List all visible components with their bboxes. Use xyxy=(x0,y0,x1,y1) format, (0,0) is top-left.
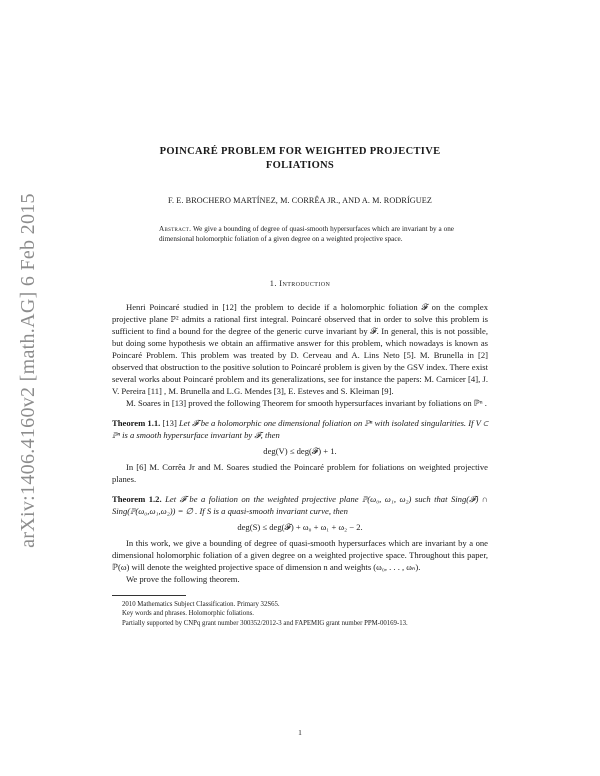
theorem-1-1-ref: [13] xyxy=(160,417,180,428)
paper-title xyxy=(112,145,488,173)
equation-1: deg(V) ≤ deg(𝓕) + 1. xyxy=(263,445,337,456)
theorem-1-2-body: Let 𝓕 be a foliation on the weighted projective plane ℙ(ω₀, ω₁, ω₂) such that Sing(𝓕) ∩ Sing(ℙ(ω₀,ω₁,ω₂)) = ∅ . If S is a quasi-smooth invariant curve, then xyxy=(112,493,489,516)
title-line-1: POINCARÉ PROBLEM FOR WEIGHTED PROJECTIVE xyxy=(159,146,441,157)
theorem-1-1 xyxy=(112,417,488,441)
theorem-1-2 xyxy=(112,493,488,517)
abstract-label: Abstract. xyxy=(159,225,192,233)
footnote-msc: 2010 Mathematics Subject Classification. Primary 32S65. xyxy=(122,600,280,608)
page-number: 1 xyxy=(298,728,302,737)
paragraph-intro: Henri Poincaré studied in [12] the problem to decide if a holomorphic foliation 𝓕 on the complex projective plane ℙ² admits a rational first integral. Poincaré observed that in order to solve this problem is sufficient to find a bound for the degree of the generic curve invariant by 𝓕. In general, this is not possible, but doing some hypothesis we obtain an affirmative answer for this problem, which nowadays is known as Poincaré Problem. This problem was treated by D. Cerveau and A. Lins Neto [5]. M. Brunella in [2] observed that obstruction to the positive solution to Poincaré problem is given by the GSV index. There exist several works about Poincaré problem and its generalizations, see for instance the papers: M. Carnicer [4], J. V. Pereira [11] , M. Brunella and L.G. Mendes [3], E. Esteves and S. Kleiman [9]. xyxy=(112,301,488,396)
paragraph-soares: M. Soares in [13] proved the following Theorem for smooth hypersurfaces invariant by foliations on ℙⁿ . xyxy=(126,397,487,408)
author-list: F. E. BROCHERO MARTÍNEZ, M. CORRÊA JR., AND A. M. RODRÍGUEZ xyxy=(167,196,433,205)
paragraph-correa: In [6] M. Corrêa Jr and M. Soares studied the Poincaré problem for foliations on weighted projective planes. xyxy=(112,461,488,484)
abstract xyxy=(159,224,454,245)
arxiv-identifier: arXiv:1406.4160v2 [math.AG] 6 Feb 2015 xyxy=(16,192,39,548)
footnote-keywords: Key words and phrases. Holomorphic foliations. xyxy=(122,610,254,618)
footnote-divider xyxy=(112,595,186,596)
paper-page xyxy=(112,145,488,628)
footnotes xyxy=(112,600,488,628)
abstract-text: We give a bounding of degree of quasi-smooth hypersurfaces which are invariant by a one dimensional holomorphic foliation of a given degree on a weighted projective space. xyxy=(159,225,454,244)
paragraph-we-prove: We prove the following theorem. xyxy=(126,573,240,584)
theorem-1-1-label: Theorem 1.1. xyxy=(112,417,161,428)
arxiv-side-stamp xyxy=(8,180,48,560)
title-line-2: FOLIATIONS xyxy=(265,160,335,171)
equation-2: deg(S) ≤ deg(𝓕) + ω₀ + ω₁ + ω₂ − 2. xyxy=(237,521,363,532)
theorem-1-1-body: Let 𝓕 be a holomorphic one dimensional foliation on ℙⁿ with isolated singularities. If V ⊂ ℙⁿ is a smooth hypersurface invariant by 𝓕, then xyxy=(112,417,488,440)
footnote-funding: Partially supported by CNPq grant number 300352/2012-3 and FAPEMIG grant number PPM-00169-13. xyxy=(122,619,408,627)
theorem-1-2-label: Theorem 1.2. xyxy=(112,493,162,504)
section-heading: 1. Introduction xyxy=(269,278,331,288)
paragraph-this-work: In this work, we give a bounding of degree of quasi-smooth hypersurfaces which are invariant by a one dimensional holomorphic foliation of a given degree on a weighted projective space. Throughout this paper, ℙ(ω) will denote the weighted projective space of dimension n and weights (ω₀, . . . , ωₙ). xyxy=(112,537,488,572)
